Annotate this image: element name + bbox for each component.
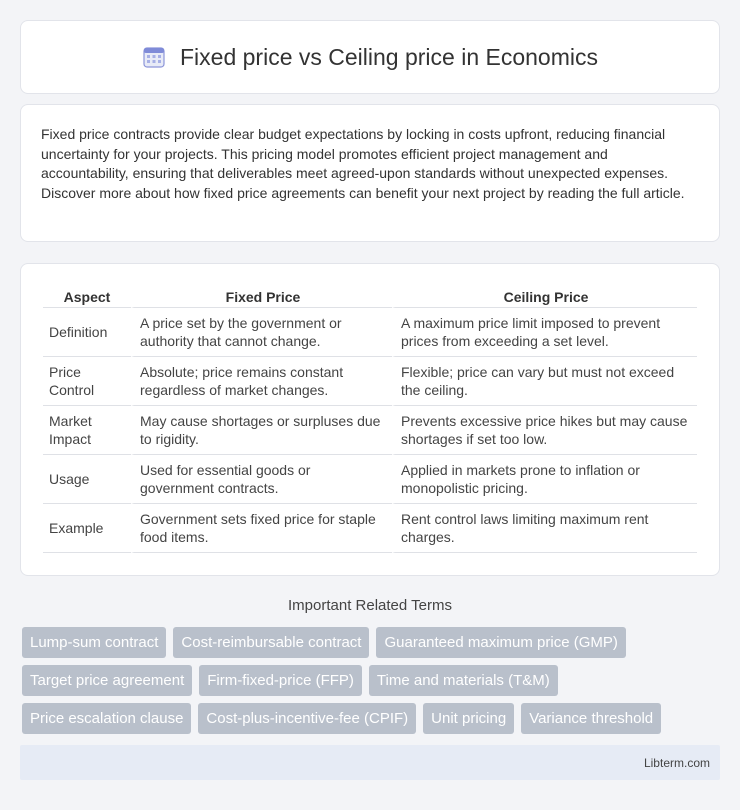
tag-row	[22, 703, 722, 734]
related-term-tag[interactable]: Target price agreement	[22, 665, 192, 696]
related-term-tag[interactable]: Price escalation clause	[22, 703, 191, 734]
table-header-row	[43, 284, 697, 308]
column-header-ceiling-price: Ceiling Price	[392, 284, 697, 308]
tag-row	[22, 665, 722, 696]
table-cell-fixed-price: Government sets fixed price for staple food items.	[131, 504, 392, 553]
table-cell-aspect: Price Control	[43, 357, 131, 406]
table-row	[43, 504, 697, 553]
related-terms-heading: Important Related Terms	[288, 597, 452, 614]
table-cell-aspect: Market Impact	[43, 406, 131, 455]
table-cell-fixed-price: A price set by the government or authority that cannot change.	[131, 308, 392, 357]
tag-row	[22, 627, 722, 658]
table-row	[43, 406, 697, 455]
table-cell-aspect: Usage	[43, 455, 131, 504]
related-term-tag[interactable]: Cost-reimbursable contract	[173, 627, 369, 658]
table-row	[43, 455, 697, 504]
table-cell-fixed-price: Used for essential goods or government contracts.	[131, 455, 392, 504]
footer-site-link[interactable]: Libterm.com	[643, 755, 710, 770]
table-cell-ceiling-price: A maximum price limit imposed to prevent prices from exceeding a set level.	[392, 308, 697, 357]
table-cell-fixed-price: May cause shortages or surpluses due to rigidity.	[131, 406, 392, 455]
related-term-tag[interactable]: Variance threshold	[521, 703, 661, 734]
table-row	[43, 308, 697, 357]
comparison-table-card	[20, 263, 720, 576]
table-cell-ceiling-price: Rent control laws limiting maximum rent charges.	[392, 504, 697, 553]
title-wrap	[142, 44, 598, 71]
table-cell-aspect: Definition	[43, 308, 131, 357]
table-row	[43, 357, 697, 406]
related-terms-list	[22, 627, 722, 741]
page-title: Fixed price vs Ceiling price in Economics	[180, 43, 598, 70]
header-card	[20, 20, 720, 94]
footer	[20, 745, 720, 780]
intro-card	[20, 104, 720, 242]
column-header-fixed-price: Fixed Price	[131, 284, 392, 308]
table-cell-ceiling-price: Flexible; price can vary but must not exceed the ceiling.	[392, 357, 697, 406]
related-term-tag[interactable]: Cost-plus-incentive-fee (CPIF)	[198, 703, 416, 734]
comparison-table	[43, 284, 697, 553]
calendar-icon	[142, 45, 166, 69]
intro-text: Fixed price contracts provide clear budget expectations by locking in costs upfront, reducing financial uncertainty for your projects. This pricing model promotes efficient project management and accountability, ensuring that deliverables meet agreed-upon standards without unexpected expenses. Discover more about how fixed price agreements can benefit your next project by reading the full article.	[41, 126, 685, 201]
table-cell-fixed-price: Absolute; price remains constant regardless of market changes.	[131, 357, 392, 406]
related-term-tag[interactable]: Firm-fixed-price (FFP)	[199, 665, 362, 696]
related-term-tag[interactable]: Unit pricing	[423, 703, 514, 734]
table-cell-aspect: Example	[43, 504, 131, 553]
related-term-tag[interactable]: Guaranteed maximum price (GMP)	[376, 627, 625, 658]
column-header-aspect: Aspect	[43, 284, 131, 308]
related-term-tag[interactable]: Time and materials (T&M)	[369, 665, 558, 696]
related-term-tag[interactable]: Lump-sum contract	[22, 627, 166, 658]
table-cell-ceiling-price: Prevents excessive price hikes but may cause shortages if set too low.	[392, 406, 697, 455]
table-cell-ceiling-price: Applied in markets prone to inflation or monopolistic pricing.	[392, 455, 697, 504]
